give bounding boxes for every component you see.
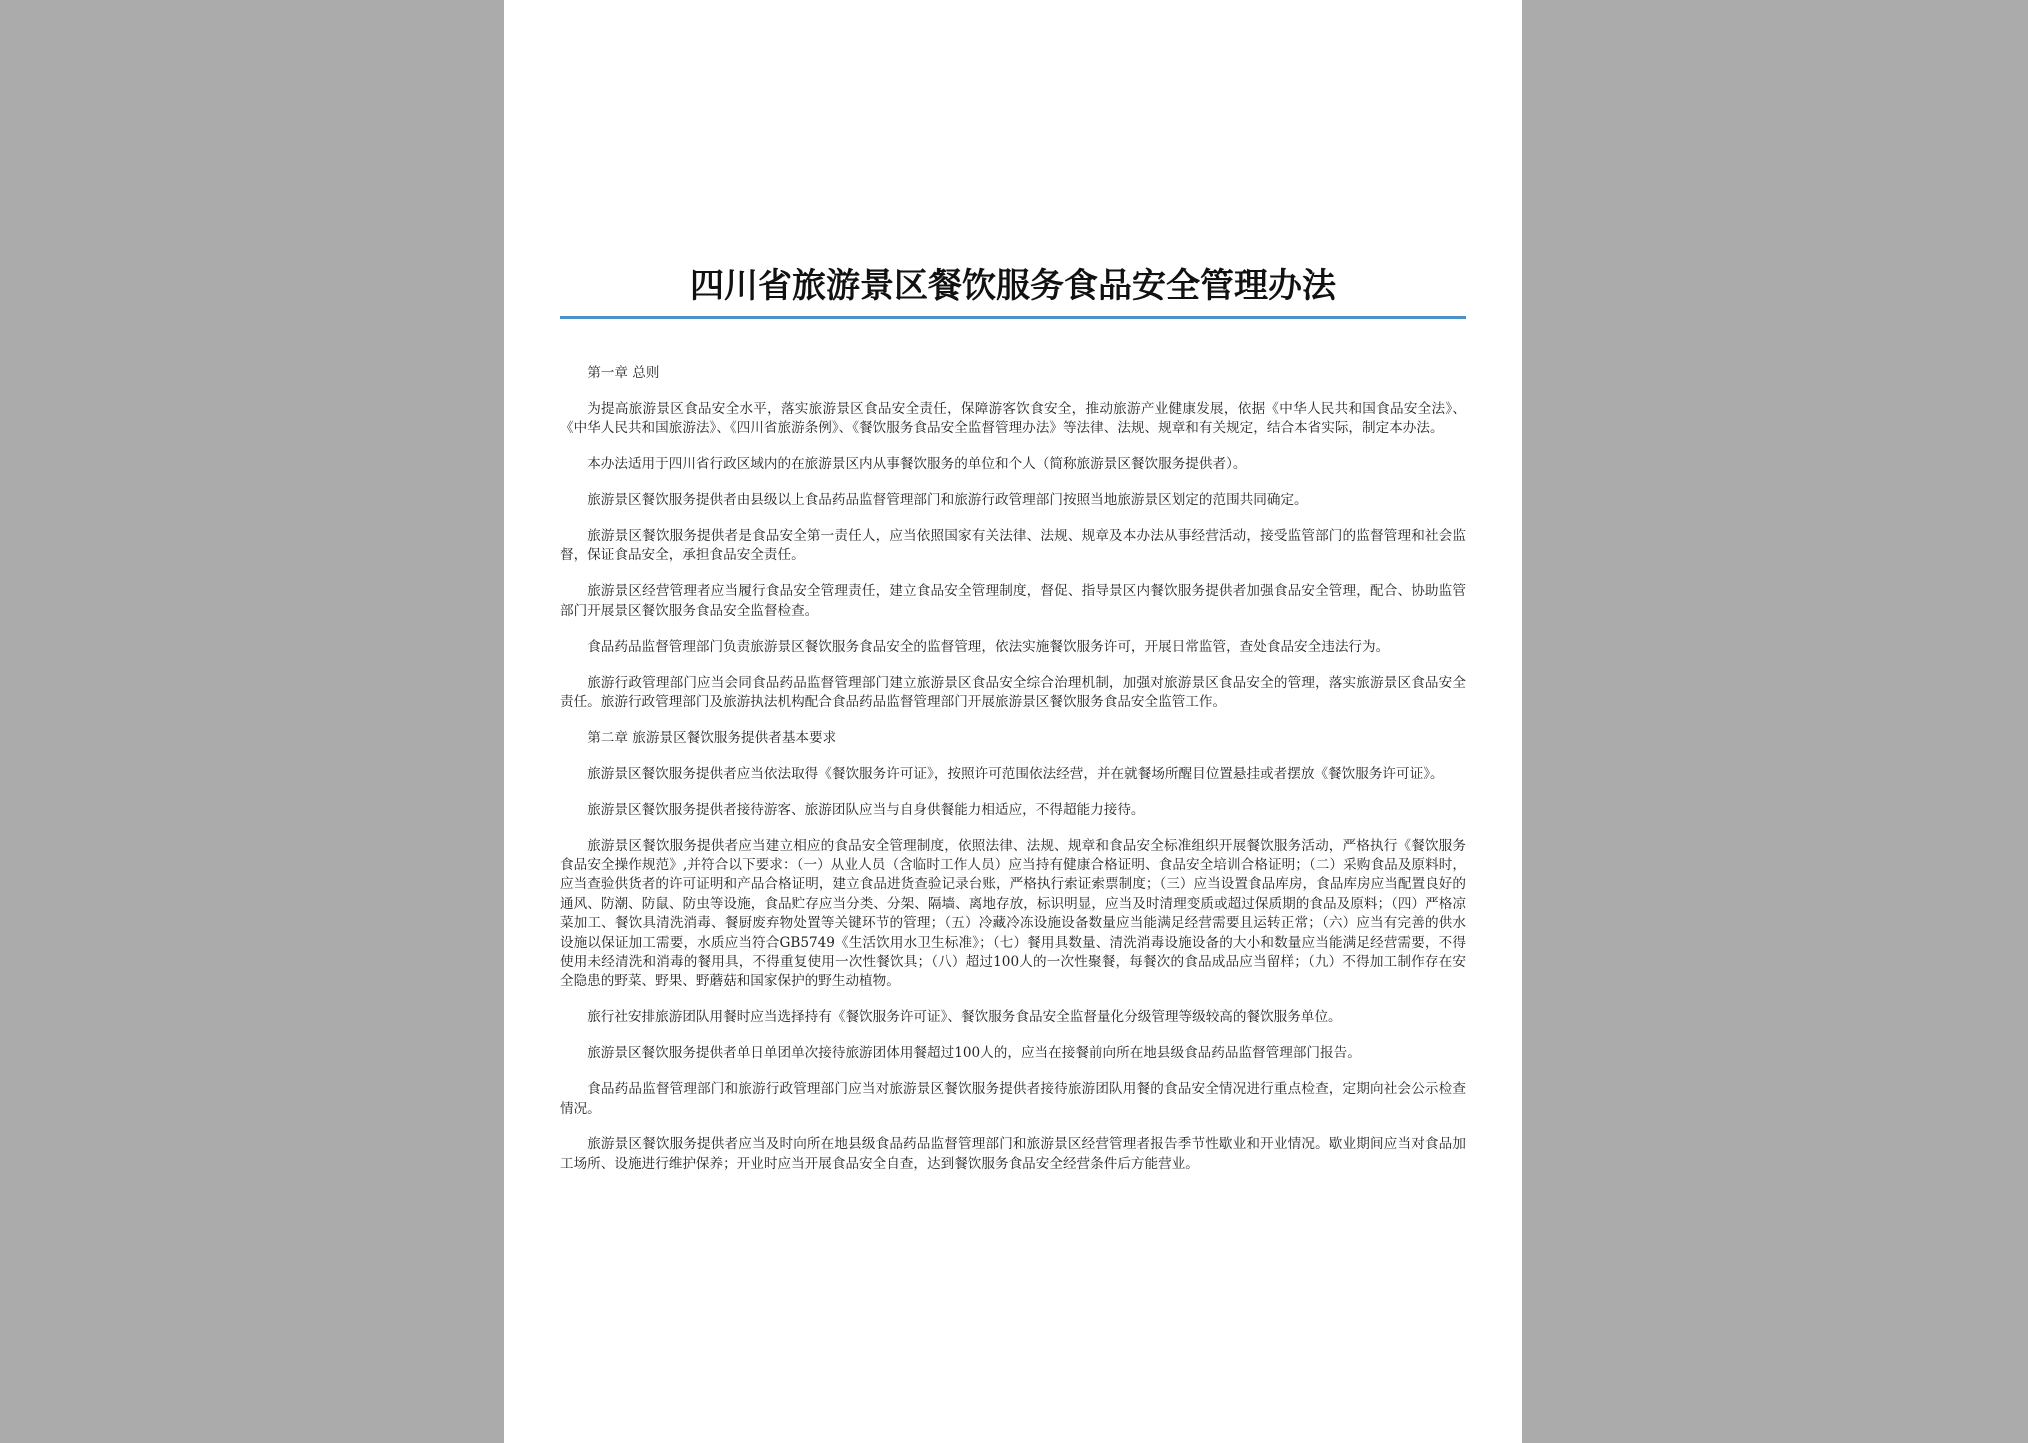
paragraph: 食品药品监督管理部门负责旅游景区餐饮服务食品安全的监督管理，依法实施餐饮服务许可，开展日常监管，查处食品安全违法行为。 [587, 638, 1390, 655]
document-page [504, 0, 1522, 1443]
paragraph: 旅游景区餐饮服务提供者应当建立相应的食品安全管理制度，依照法律、法规、规章和食品安全标准组织开展餐饮服务活动，严格执行《餐饮服务食品安全操作规范》,并符合以下要求：（一）从业人员（含临时工作人员）应当持有健康合格证明、食品安全培训合格证明；（二）采购食品及原料时，应当查验供货者的许可证明和产品合格证明，建立食品进货查验记录台账，严格执行索证索票制度；（三）应当设置食品库房，食品库房应当配置良好的通风、防潮、防鼠、防虫等设施，食品贮存应当分类、分架、隔墙、离地存放，标识明显，应当及时清理变质或超过保质期的食品及原料；（四）严格凉菜加工、餐饮具清洗消毒、餐厨废弃物处置等关键环节的管理；（五）冷藏冷冻设施设备数量应当能满足经营需要且运转正常；（六）应当有完善的供水设施以保证加工需要，水质应当符合GB5749《生活饮用水卫生标准》；（七）餐用具数量、清洗消毒设施设备的大小和数量应当能满足经营需要，不得使用未经清洗和消毒的餐用具，不得重复使用一次性餐饮具；（八）超过100人的一次性聚餐，每餐次的食品成品应当留样；（九）不得加工制作存在安全隐患的野菜、野果、野蘑菇和国家保护的野生动植物。 [560, 837, 1466, 990]
paragraph: 旅游景区餐饮服务提供者应当及时向所在地县级食品药品监督管理部门和旅游景区经营管理者报告季节性歇业和开业情况。歇业期间应当对食品加工场所、设施进行维护保养；开业时应当开展食品安全自查，达到餐饮服务食品安全经营条件后方能营业。 [560, 1136, 1466, 1172]
chapter-heading: 第一章 总则 [587, 365, 660, 381]
paragraph: 为提高旅游景区食品安全水平，落实旅游景区食品安全责任，保障游客饮食安全，推动旅游产业健康发展，依据《中华人民共和国食品安全法》、《中华人民共和国旅游法》、《四川省旅游条例》、《餐饮服务食品安全监督管理办法》等法律、法规、规章和有关规定，结合本省实际，制定本办法。 [560, 400, 1466, 437]
paragraph: 旅游行政管理部门应当会同食品药品监督管理部门建立旅游景区食品安全综合治理机制，加强对旅游景区食品安全的管理，落实旅游景区食品安全责任。旅游行政管理部门及旅游执法机构配合食品药品监督管理部门开展旅游景区餐饮服务食品安全监管工作。 [560, 674, 1466, 710]
paragraph: 旅游景区餐饮服务提供者接待游客、旅游团队应当与自身供餐能力相适应，不得超能力接待。 [587, 801, 1145, 818]
title-divider [560, 316, 1466, 319]
document-title: 四川省旅游景区餐饮服务食品安全管理办法 [690, 266, 1336, 306]
paragraph: 旅游景区餐饮服务提供者应当依法取得《餐饮服务许可证》，按照许可范围依法经营，并在就餐场所醒目位置悬挂或者摆放《餐饮服务许可证》。 [587, 765, 1444, 782]
paragraph: 食品药品监督管理部门和旅游行政管理部门应当对旅游景区餐饮服务提供者接待旅游团队用餐的食品安全情况进行重点检查，定期向社会公示检查情况。 [560, 1081, 1466, 1117]
paragraph: 旅行社安排旅游团队用餐时应当选择持有《餐饮服务许可证》、餐饮服务食品安全监督量化分级管理等级较高的餐饮服务单位。 [587, 1009, 1342, 1026]
document-body [560, 364, 1466, 1191]
chapter-heading: 第二章 旅游景区餐饮服务提供者基本要求 [587, 729, 837, 746]
paragraph: 本办法适用于四川省行政区域内的在旅游景区内从事餐饮服务的单位和个人（简称旅游景区餐饮服务提供者）。 [587, 456, 1247, 473]
paragraph: 旅游景区经营管理者应当履行食品安全管理责任，建立食品安全管理制度，督促、指导景区内餐饮服务提供者加强食品安全管理，配合、协助监管部门开展景区餐饮服务食品安全监督检查。 [560, 583, 1466, 619]
paragraph: 旅游景区餐饮服务提供者是食品安全第一责任人，应当依照国家有关法律、法规、规章及本办法从事经营活动，接受监管部门的监督管理和社会监督，保证食品安全，承担食品安全责任。 [560, 528, 1466, 564]
paragraph: 旅游景区餐饮服务提供者由县级以上食品药品监督管理部门和旅游行政管理部门按照当地旅游景区划定的范围共同确定。 [587, 492, 1308, 509]
paragraph: 旅游景区餐饮服务提供者单日单团单次接待旅游团体用餐超过100人的，应当在接餐前向所在地县级食品药品监督管理部门报告。 [587, 1045, 1361, 1062]
